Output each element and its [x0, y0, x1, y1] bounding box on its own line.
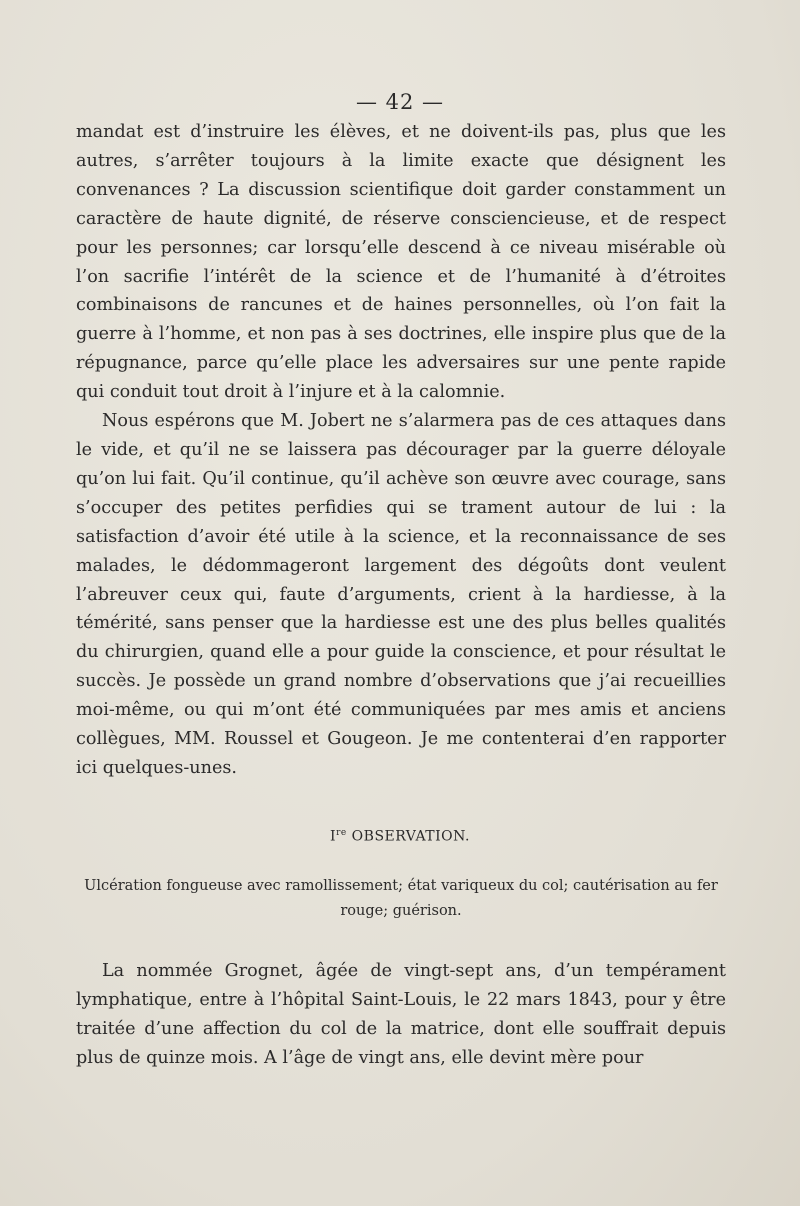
paragraph-case: La nommée Grognet, âgée de vingt-sept ans, d’un tempérament lymphatique, entre à l’hôpital Saint-Louis, le 22 mars 1843, pour y être traitée d’une affection du col de la matrice, dont elle souffrait depuis plus de quinze mois. A l’âge de vingt ans, elle devint mère pour — [76, 961, 726, 1068]
page-number: — 42 — — [355, 90, 445, 114]
observation-subtitle: Ulcération fongueuse avec ramollissement; état variqueux du col; cautérisation au fer rouge; guérison. — [84, 878, 718, 919]
body-text-top — [76, 118, 726, 783]
paragraph-jobert: Nous espérons que M. Jobert ne s’alarmera pas de ces attaques dans le vide, et qu’il ne se laissera pas décourager par la guerre déloyale qu’on lui fait. Qu’il continue, qu’il achève son œuvre avec courage, sans s’occuper des petites perfidies qui se trament autour de lui : la satisfaction d’avoir été utile à la science, et la reconnaissance de ses malades, le dédommageront largement des dégoûts dont veulent l’abreuver ceux qui, faute d’arguments, crient à la hardiesse, à la témérité, sans penser que la hardiesse est une des plus belles qualités du chirurgien, quand elle a pour guide la conscience, et pour résultat le succès. Je possède un grand nombre d’observations que j’ai recueillies moi-même, ou qui m’ont été communiquées par mes amis et anciens collègues, MM. Roussel et Gougeon. Je me contenterai d’en rapporter ici quelques-unes. — [76, 411, 726, 778]
observation-heading — [0, 828, 800, 845]
paragraph-continuation: mandat est d’instruire les élèves, et ne doivent-ils pas, plus que les autres, s’arrêter toujours à la limite exacte que désignent les convenances ? La discussion scientifique doit garder constamment un caractère de haute dignité, de réserve consciencieuse, et de respect pour les personnes; car lorsqu’elle descend à ce niveau misérable où l’on sacrifie l’intérêt de la science et de l’humanité à d’étroites combinaisons de rancunes et de haines personnelles, où l’on fait la guerre à l’homme, et non pas à ses doctrines, elle inspire plus que de la répugnance, parce qu’elle place les adversaires sur une pente rapide qui conduit tout droit à l’injure et à la calomnie. — [76, 122, 726, 403]
observation-number: I — [330, 828, 337, 845]
observation-title: OBSERVATION. — [351, 828, 470, 845]
body-text-bottom — [76, 957, 726, 1073]
observation-number-suffix: re — [336, 828, 347, 838]
